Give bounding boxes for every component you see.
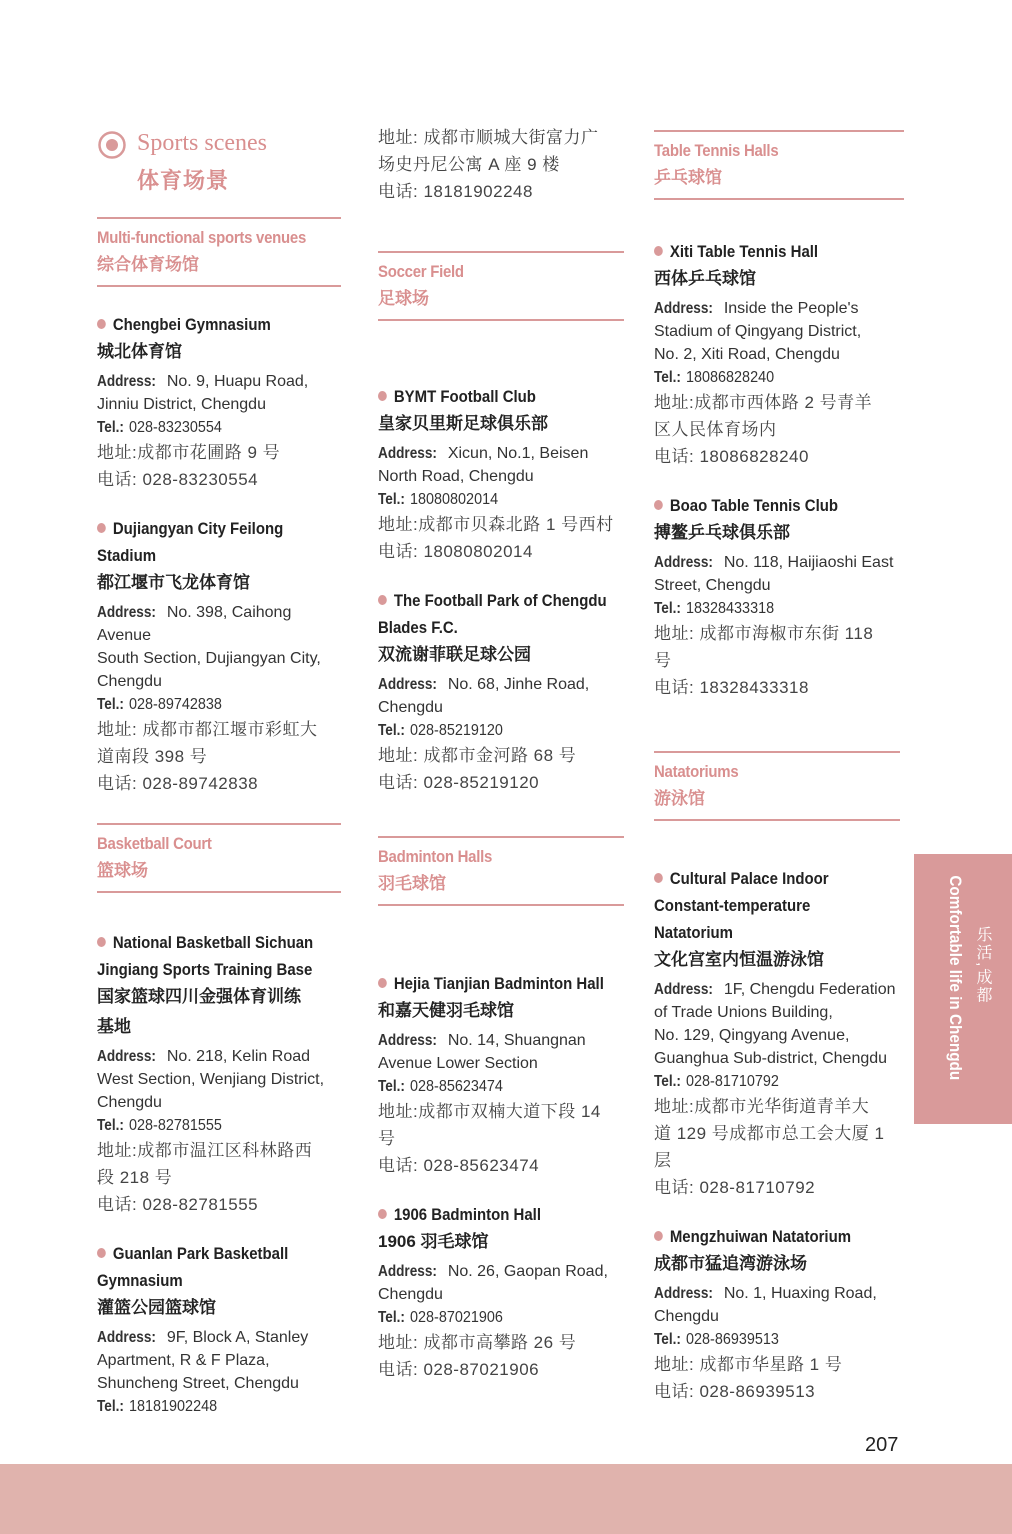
address-line: Address: No. 9, Huapu Road, [97,373,309,390]
column-1 [97,217,345,1418]
venue-name-cn: 搏鳌乒乓球俱乐部 [654,523,790,542]
bullet-icon [654,246,663,256]
venue-name-en: Cultural Palace Indoor [654,865,876,892]
tel-line: Tel.: 028-89742838 [97,696,223,713]
venue-football-park [378,587,628,796]
section-title-en: Natatoriums [654,762,739,781]
venue-name-cn: 成都市猛追湾游泳场 [654,1254,807,1273]
venue-hejia [378,970,628,1179]
address-line: Address: No. 118, Haijiaoshi East [654,554,894,571]
address-line: Address: Xicun, No.1, Beisen [378,445,589,462]
venue-name-en: Natatorium [654,923,733,942]
address-line: Address: No. 218, Kelin Road [97,1048,311,1065]
cn-address: 地址: 成都市都江堰市彩虹大 [97,720,318,739]
cn-tel: 电话: 18181902248 [378,182,533,201]
bullet-icon [378,595,387,605]
cn-address: 地址:成都市双楠大道下段 14 [378,1102,601,1121]
bullet-icon [378,978,387,988]
venue-name-cn: 基地 [97,1017,131,1036]
cn-address: 地址: 成都市华星路 1 号 [654,1355,843,1374]
cn-address: 地址: 成都市顺城大街富力广 [378,128,599,147]
venue-name-en: The Football Park of Chengdu [378,587,598,614]
venue-name-cn: 城北体育馆 [97,342,182,361]
tel-line: Tel.: 18181902248 [97,1398,218,1415]
address-line: Shuncheng Street, Chengdu [97,1375,299,1392]
venue-name-en: Constant-temperature [654,896,811,915]
target-circle-icon [97,130,127,160]
section-title-cn: 游泳馆 [654,789,705,808]
tel-line: Tel.: 18328433318 [654,600,775,617]
bullet-icon [97,319,106,329]
address-line: Address: No. 26, Gaopan Road, [378,1263,608,1280]
venue-guanlan-continued [378,124,628,205]
section-title-cn: 篮球场 [97,861,148,880]
tel-line: Tel.: 028-83230554 [97,419,223,436]
bullet-icon [378,391,387,401]
venue-name-en: Gymnasium [97,1271,183,1290]
section-title-en: Table Tennis Halls [654,141,779,160]
address-line: Address: No. 68, Jinhe Road, [378,676,590,693]
address-line: Chengdu [97,1094,162,1111]
section-title-en: Multi-functional sports venues [97,228,307,247]
cn-tel: 电话: 028-81710792 [654,1178,816,1197]
venue-name-en: Guanlan Park Basketball [97,1240,315,1267]
venue-name-en: Hejia Tianjian Badminton Hall [378,970,598,997]
section-title-cn: 羽毛球馆 [378,874,446,893]
venue-name-cn: 双流谢菲联足球公园 [378,645,531,664]
bullet-icon [97,937,106,947]
address-line: Chengdu [97,673,162,690]
cn-tel: 电话: 028-87021906 [378,1360,540,1379]
cn-address: 地址: 成都市金河路 68 号 [378,746,577,765]
section-soccer [378,251,624,321]
cn-address: 道南段 398 号 [97,747,208,766]
address-line: Apartment, R & F Plaza, [97,1352,270,1369]
venue-name-en: BYMT Football Club [378,383,598,410]
cn-address: 地址:成都市西体路 2 号青羊 [654,393,873,412]
cn-address: 号 [378,1129,396,1148]
address-line: Chengdu [378,1286,443,1303]
bullet-icon [654,873,663,883]
bullet-icon [654,500,663,510]
venue-bymt [378,383,628,565]
side-tab-label-cn: 乐活,成都 [974,926,991,1005]
section-title-en: Basketball Court [97,834,212,853]
address-line: Stadium of Qingyang District, [654,323,862,340]
address-line: Address: Inside the People's [654,300,859,317]
address-line: West Section, Wenjiang District, [97,1071,325,1088]
venue-name-en: 1906 Badminton Hall [378,1201,598,1228]
tel-line: Tel.: 028-81710792 [654,1073,780,1090]
venue-name-cn: 灌篮公园篮球馆 [97,1298,216,1317]
bullet-icon [654,1231,663,1241]
address-line: Address: 9F, Block A, Stanley [97,1329,309,1346]
venue-name-en: Mengzhuiwan Natatorium [654,1223,876,1250]
section-natatoriums [654,751,900,821]
address-line: Jinniu District, Chengdu [97,396,266,413]
cn-address: 地址: 成都市高攀路 26 号 [378,1333,577,1352]
cn-address: 地址:成都市花圃路 9 号 [97,443,281,462]
venue-name-cn: 和嘉天健羽毛球馆 [378,1001,514,1020]
venue-name-en: Boao Table Tennis Club [654,492,876,519]
venue-name-cn: 西体乒乓球馆 [654,269,756,288]
venue-name-cn: 文化宫室内恒温游泳馆 [654,950,824,969]
tel-line: Tel.: 028-85623474 [378,1078,504,1095]
address-line: No. 2, Xiti Road, Chengdu [654,346,840,363]
venue-guanlan [97,1240,345,1418]
section-title-cn: 足球场 [378,289,429,308]
tel-line: Tel.: 18080802014 [378,491,499,508]
cn-address: 层 [654,1151,672,1170]
cn-address: 号 [654,651,672,670]
section-title-cn: 综合体育场馆 [97,255,199,274]
cn-tel: 电话: 028-82781555 [97,1195,259,1214]
bullet-icon [378,1209,387,1219]
tel-line: Tel.: 028-86939513 [654,1331,780,1348]
section-title-en: Soccer Field [378,262,464,281]
cn-address: 区人民体育场内 [654,420,777,439]
address-line: Address: No. 14, Shuangnan [378,1032,586,1049]
section-multifunctional [97,217,341,287]
tel-line: Tel.: 18086828240 [654,369,775,386]
venue-name-en: Blades F.C. [378,618,458,637]
address-line: Guanghua Sub-district, Chengdu [654,1050,888,1067]
section-title-cn: 乒乓球馆 [654,168,722,187]
venue-name-cn: 国家篮球四川金强体育训练 [97,987,301,1006]
header-title-en: Sports scenes [137,130,267,156]
cn-address: 地址:成都市光华街道青羊大 [654,1097,870,1116]
venue-1906 [378,1201,628,1383]
cn-tel: 电话: 18328433318 [654,678,809,697]
cn-address: 地址: 成都市海椒市东街 118 [654,624,874,643]
venue-name-en: Xiti Table Tennis Hall [654,238,876,265]
cn-tel: 电话: 18080802014 [378,542,533,561]
address-line: Chengdu [378,699,443,716]
cn-address: 道 129 号成都市总工会大厦 1 [654,1124,885,1143]
cn-address: 地址:成都市温江区科林路西 [97,1141,313,1160]
venue-mengzhuiwan [654,1223,906,1405]
cn-tel: 电话: 18086828240 [654,447,809,466]
address-line: Avenue Lower Section [378,1055,538,1072]
venue-name-cn: 皇家贝里斯足球俱乐部 [378,414,548,433]
cn-address: 段 218 号 [97,1168,173,1187]
page-number: 207 [865,1434,899,1456]
section-basketball [97,823,341,893]
venue-name-cn: 都江堰市飞龙体育馆 [97,573,250,592]
address-line: Address: No. 1, Huaxing Road, [654,1285,877,1302]
address-line: of Trade Unions Building, [654,1004,833,1021]
address-line: North Road, Chengdu [378,468,534,485]
address-line: Street, Chengdu [654,577,771,594]
tel-line: Tel.: 028-85219120 [378,722,504,739]
cn-tel: 电话: 028-85623474 [378,1156,540,1175]
cn-tel: 电话: 028-86939513 [654,1382,816,1401]
bottom-band [0,1464,1012,1534]
venue-name-en: National Basketball Sichuan [97,929,315,956]
address-line: Address: 1F, Chengdu Federation [654,981,896,998]
venue-chengbei [97,311,345,493]
venue-xiti [654,238,906,470]
bullet-icon [97,1248,106,1258]
venue-boao [654,492,906,701]
section-table-tennis [654,130,904,200]
cn-address: 地址:成都市贝森北路 1 号西村 [378,515,614,534]
section-badminton [378,836,624,906]
address-line: South Section, Dujiangyan City, [97,650,321,667]
venue-name-en: Dujiangyan City Feilong [97,515,315,542]
section-title-en: Badminton Halls [378,847,493,866]
cn-tel: 电话: 028-83230554 [97,470,259,489]
tel-line: Tel.: 028-82781555 [97,1117,223,1134]
venue-dujiangyan [97,515,345,797]
bullet-icon [97,523,106,533]
cn-tel: 电话: 028-85219120 [378,773,540,792]
column-3 [654,130,906,1405]
cn-tel: 电话: 028-89742838 [97,774,259,793]
venue-cultural-palace [654,865,906,1201]
tel-line: Tel.: 028-87021906 [378,1309,504,1326]
cn-address: 场史丹尼公寓 A 座 9 楼 [378,155,560,174]
header-title-cn: 体育场景 [137,168,230,193]
venue-name-cn: 1906 羽毛球馆 [378,1232,489,1251]
venue-name-en: Stadium [97,546,157,565]
address-line: Chengdu [654,1308,719,1325]
venue-name-en: Chengbei Gymnasium [97,311,315,338]
side-tab [914,854,1012,1124]
address-line: Address: No. 398, Caihong Avenue [97,604,292,644]
side-tab-label-en: Comfortable life in Chengdu [946,875,965,1081]
address-line: No. 129, Qingyang Avenue, [654,1027,850,1044]
venue-national-basketball [97,929,345,1218]
column-2 [378,124,628,1383]
venue-name-en: Jingiang Sports Training Base [97,960,313,979]
